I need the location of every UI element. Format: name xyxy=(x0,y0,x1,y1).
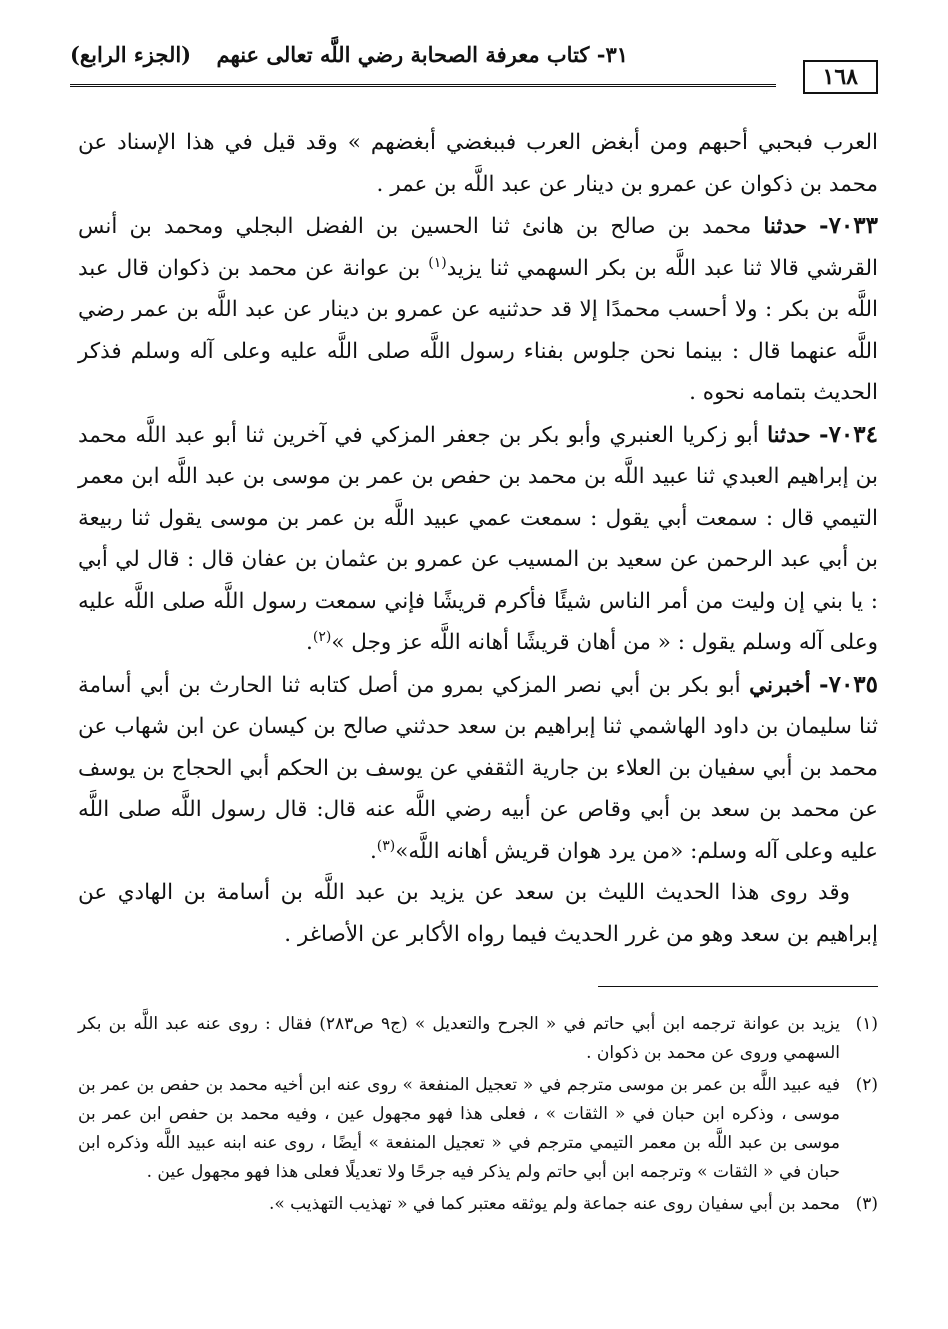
hadith-lead-word: حدثنا xyxy=(763,214,807,239)
hadith-number: ٧٠٣٤- xyxy=(819,420,878,448)
hadith-text-continued: . xyxy=(306,630,313,655)
footnote-text: فيه عبيد اللَّه بن عمر بن موسى مترجم في « تعجيل المنفعة » روى عنه ابن أخيه محمد بن حفص بن عمر بن موسى ، وذكره ابن حبان في « الثقات » ، فعلى هذا فهو مجهول عين ، وفيه محمد بن حفص ابن عمر بن موسى بن عبد اللَّه بن معمر التيمي مترجم في « تعجيل المنفعة » أيضًا ، روى عنه ابنه عبيد اللَّه وذكره ابن حبان في « الثقات » وترجمه ابن أبي حاتم ولم يذكر فيه جرحًا ولا تعديلًا فعلى هذا فهو مجهول عين . xyxy=(78,1075,840,1182)
hadith-text: محمد بن صالح بن هانئ ثنا الحسين بن الفضل البجلي ومحمد بن أنس القرشي قالا ثنا عبد اللَّه بن بكر السهمي ثنا يزيد xyxy=(78,214,878,281)
hadith-7033 xyxy=(78,205,878,414)
main-text xyxy=(78,122,878,955)
page-number: ١٦٨ xyxy=(803,60,878,94)
hadith-7035 xyxy=(78,664,878,873)
footnote-ref-3: (٣) xyxy=(376,837,396,854)
hadith-lead-word: أخبرني xyxy=(749,672,811,698)
hadith-text-continued: . xyxy=(369,838,377,864)
running-title: ٣١- كتاب معرفة الصحابة رضي اللَّه تعالى عنهم xyxy=(216,42,628,67)
footnote-text: يزيد بن عوانة ترجمه ابن أبي حاتم في « الجرح والتعديل » (ج٩ ص٢٨٣) فقال : روى عنه عبد اللَّه بن بكر السهمي وروى عن محمد بن ذكوان . xyxy=(78,1014,840,1063)
hadith-number: ٧٠٣٥- xyxy=(819,670,879,698)
hadith-lead-word: حدثنا xyxy=(767,422,811,448)
footnote-text: محمد بن أبي سفيان روى عنه جماعة ولم يوثقه معتبر كما في « تهذيب التهذيب ». xyxy=(268,1194,840,1214)
footnote-number: (١) xyxy=(855,1014,878,1034)
hadith-text: أبو بكر بن أبي نصر المزكي بمرو من أصل كتابه ثنا الحارث بن أبي أسامة ثنا سليمان بن داود الهاشمي ثنا إبراهيم بن سعد حدثني صالح بن كيسان عن ابن شهاب عن محمد بن أبي سفيان بن العلاء بن جارية الثقفي عن يوسف بن الحكم أبي الحجاج بن يوسف عن محمد بن سعد بن أبي وقاص عن أبيه رضي اللَّه عنه قال: قال رسول اللَّه صلى اللَّه عليه وعلى آله وسلم: «من يرد هوان قريش أهانه اللَّه» xyxy=(78,672,879,864)
hadith-text-continued: بن عوانة عن محمد بن ذكوان قال عبد اللَّه بن بكر : ولا أحسب محمدًا إلا قد حدثنيه عن عمرو بن دينار عن عبد اللَّه بن عمر رضي اللَّه عنهما قال : بينما نحن جلوس بفناء رسول اللَّه صلى اللَّه عليه وعلى آله وسلم فذكر الحديث بتمامه نحوه . xyxy=(78,255,878,405)
footnote-1 xyxy=(78,1010,878,1068)
footnote-3 xyxy=(78,1190,878,1219)
footnotes xyxy=(78,1010,878,1222)
hadith-text: أبو زكريا العنبري وأبو بكر بن جعفر المزكي في آخرين ثنا أبو عبد اللَّه محمد بن إبراهيم العبدي ثنا عبيد اللَّه بن محمد بن حفص بن عمر بن موسى بن عبد اللَّه ابن معمر التيمي قال : سمعت أبي يقول : سمعت عمي عبيد اللَّه بن عمر بن موسى يقول ثنا ربيعة بن أبي عبد الرحمن عن سعيد بن المسيب عن عمرو بن عثمان بن عفان قال : قال لي أبي : يا بني إن وليت من أمر الناس شيئًا فأكرم قريشًا فإني سمعت رسول اللَّه صلى اللَّه عليه وعلى آله وسلم يقول : « من أهان قريشًا أهانه اللَّه عز وجل » xyxy=(78,422,878,655)
hadith-number: ٧٠٣٣- xyxy=(819,212,878,239)
volume-label: (الجزء الرابع) xyxy=(70,42,192,67)
hadith-7034 xyxy=(78,414,878,664)
header-rule xyxy=(70,84,776,87)
footnote-number: (٢) xyxy=(855,1075,878,1095)
footnote-2 xyxy=(78,1071,878,1187)
footnote-ref-1: (١) xyxy=(428,254,447,271)
footnote-rule xyxy=(598,986,878,987)
closing-paragraph: وقد روى هذا الحديث الليث بن سعد عن يزيد بن عبد اللَّه بن أسامة بن الهادي عن إبراهيم بن سعد وهو من غرر الحديث فيما رواه الأكابر عن الأصاغر . xyxy=(78,880,878,947)
footnote-ref-2: (٢) xyxy=(312,628,332,645)
intro-paragraph: العرب فبحبي أحبهم ومن أبغض العرب فببغضي أبغضهم » وقد قيل في هذا الإسناد عن محمد بن ذكوان عن عمرو بن دينار عن عبد اللَّه بن عمر . xyxy=(78,130,878,197)
footnote-number: (٣) xyxy=(855,1194,878,1214)
